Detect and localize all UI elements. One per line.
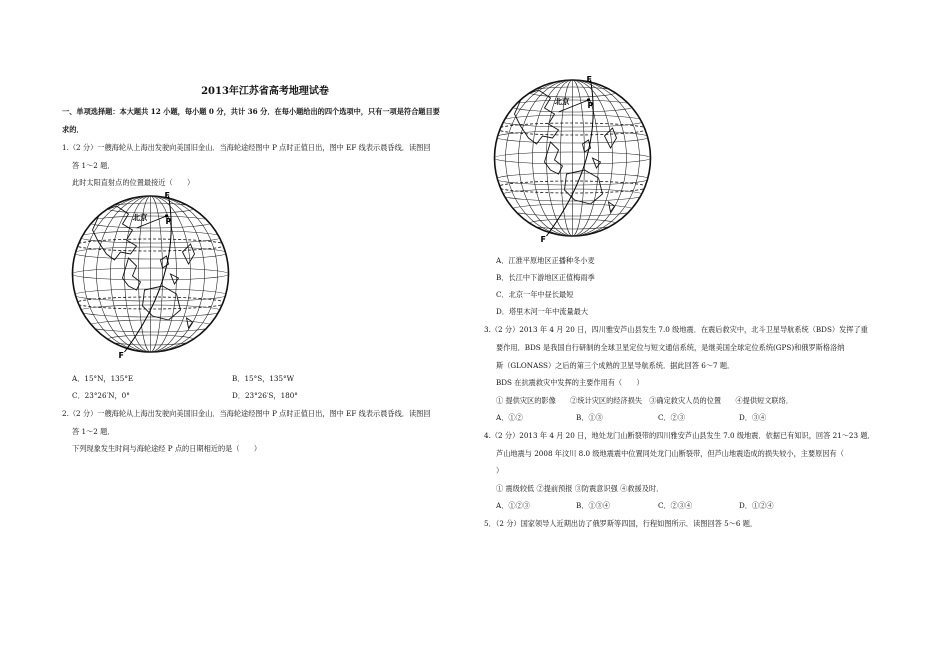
q4-option-c: C．②③④: [658, 501, 693, 510]
q1-stem-cont: 答 1～2 题．: [72, 161, 115, 170]
q4-stem: 4.（2 分）2013 年 4 月 20 日，地处龙门山断裂带的四川雅安芦山县发生 7.0 级地震．依据已有知识，回答 21～23 题．: [484, 431, 875, 440]
q3-option-c: C．②③: [658, 413, 686, 422]
q3-stem-cont2: 斯（GLONASS）之后的第三个成熟的卫星导航系统．据此回答 6～7 题．: [496, 361, 735, 370]
label-beijing: 北京: [554, 97, 570, 106]
label-beijing: 北京: [132, 213, 148, 222]
label-e: E: [164, 191, 170, 200]
section-heading: 一、单项选择题：本大题共 12 小题，每小题 0 分，共计 36 分．在每小题给出的四个选项中，只有一项是符合题目要: [62, 107, 440, 116]
q1-option-a: A．15°N，135°E: [72, 374, 134, 383]
q1-stem: 1.（2 分）一艘海轮从上海出发驶向美国旧金山．当海轮途经图中 P 点时正值日出，图中 EF 线表示晨昏线．读图回: [62, 143, 431, 152]
q2-stem: 2.（2 分）一艘海轮从上海出发驶向美国旧金山．当海轮途经图中 P 点时正值日出，图中 EF 线表示晨昏线．读图回: [62, 409, 431, 418]
q3-stem-cont1: 要作用．BDS 是我国自行研制的全球卫星定位与短文通信系统，是继美国全球定位系统(GPS)和俄罗斯格洛纳: [496, 343, 845, 352]
q2-stem-cont: 答 1～2 题．: [72, 427, 115, 436]
label-p: P: [587, 101, 594, 110]
q3-items: ① 提供灾区的影像 ②统计灾区的经济损失 ③确定救灾人员的位置 ④提供短文联络．: [496, 396, 793, 405]
q4-stem-cont2: ）: [496, 466, 504, 475]
q3-stem: 3.（2 分）2013 年 4 月 20 日，四川雅安芦山县发生 7.0 级地震．在震后救灾中，北斗卫星导航系统（BDS）发挥了重: [484, 325, 868, 334]
q3-question: BDS 在抗震救灾中发挥的主要作用有（ ）: [496, 378, 644, 387]
page-title: 2013年江苏省高考地理试卷: [201, 86, 329, 97]
q3-option-a: A．①②: [496, 413, 523, 422]
q1-option-b: B．15°S，135°W: [232, 374, 295, 383]
q2-option-a: A．江淮平原地区正播种冬小麦: [496, 256, 595, 265]
globe-figure-2: [490, 72, 655, 242]
q2-option-d: D．塔里木河一年中流量最大: [496, 307, 589, 316]
globe-figure-1: [68, 188, 233, 358]
label-f: F: [540, 235, 546, 242]
q2-question: 下列现象发生时间与海轮途经 P 点的日期相近的是（ ）: [72, 444, 262, 453]
q1-option-c: C．23°26′N，0°: [72, 391, 130, 400]
q3-option-d: D．③④: [739, 413, 767, 422]
q4-option-d: D．①②④: [739, 501, 774, 510]
q3-option-b: B．①③: [576, 413, 603, 422]
q1-question: 此时太阳直射点的位置最接近（ ）: [72, 178, 195, 187]
q5-stem: 5．（2 分）国家领导人近期出访了俄罗斯等四国，行程如图所示．读图回答 5～6 题．: [484, 519, 758, 528]
q1-option-d: D．23°26′S，180°: [232, 391, 298, 400]
section-heading-cont: 求的．: [62, 125, 84, 134]
q4-option-a: A．①②③: [496, 501, 530, 510]
q2-option-c: C．北京一年中昼长最短: [496, 290, 574, 299]
label-p: P: [165, 217, 172, 226]
label-f: F: [118, 351, 124, 358]
label-e: E: [586, 75, 592, 84]
q4-option-b: B．①③④: [576, 501, 611, 510]
q2-option-b: B．长江中下游地区正值梅雨季: [496, 273, 595, 282]
q4-items: ① 震级较低 ②提前预报 ③防震意识强 ④救援及时．: [496, 484, 664, 493]
q4-stem-cont1: 芦山地震与 2008 年汶川 8.0 级地震震中位置同处龙门山断裂带，但芦山地震造成的损失较小，主要原因有（: [496, 449, 844, 458]
